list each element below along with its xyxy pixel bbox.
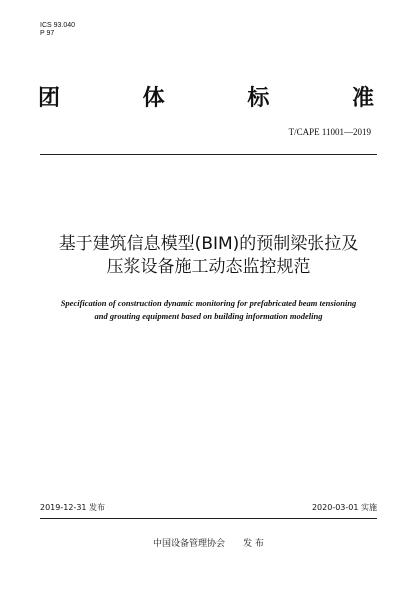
implementation-date: 2020-03-01 实施 — [311, 503, 377, 512]
standard-type-char: 体 — [142, 86, 165, 111]
bottom-divider — [40, 518, 377, 519]
chinese-title-line-2: 压浆设备施工动态监控规范 — [106, 257, 311, 277]
publisher-action: 发 布 — [243, 539, 264, 549]
top-divider — [40, 154, 377, 155]
standard-type-char: 标 — [247, 86, 270, 111]
publisher-name: 中国设备管理协会 — [153, 539, 226, 549]
english-title-line-1: Specification of construction dynamic monitoring for prefabricated beam tensioning — [60, 298, 357, 308]
ccs-code: P 97 — [40, 30, 55, 37]
ics-code: ICS 93.040 — [40, 22, 76, 29]
standard-type-char: 准 — [351, 86, 374, 111]
standard-type-char: 团 — [38, 86, 61, 111]
standard-number: T/CAPE 11001—2019 — [288, 127, 371, 137]
publisher-line — [0, 538, 417, 550]
chinese-title-line-1: 基于建筑信息模型(BIM)的预制梁张拉及 — [58, 234, 359, 254]
english-title-line-2: and grouting equipment based on building information modeling — [94, 311, 323, 321]
classification-codes — [40, 22, 75, 38]
issue-date: 2019-12-31 发布 — [40, 503, 106, 512]
standard-type-heading — [38, 86, 374, 112]
